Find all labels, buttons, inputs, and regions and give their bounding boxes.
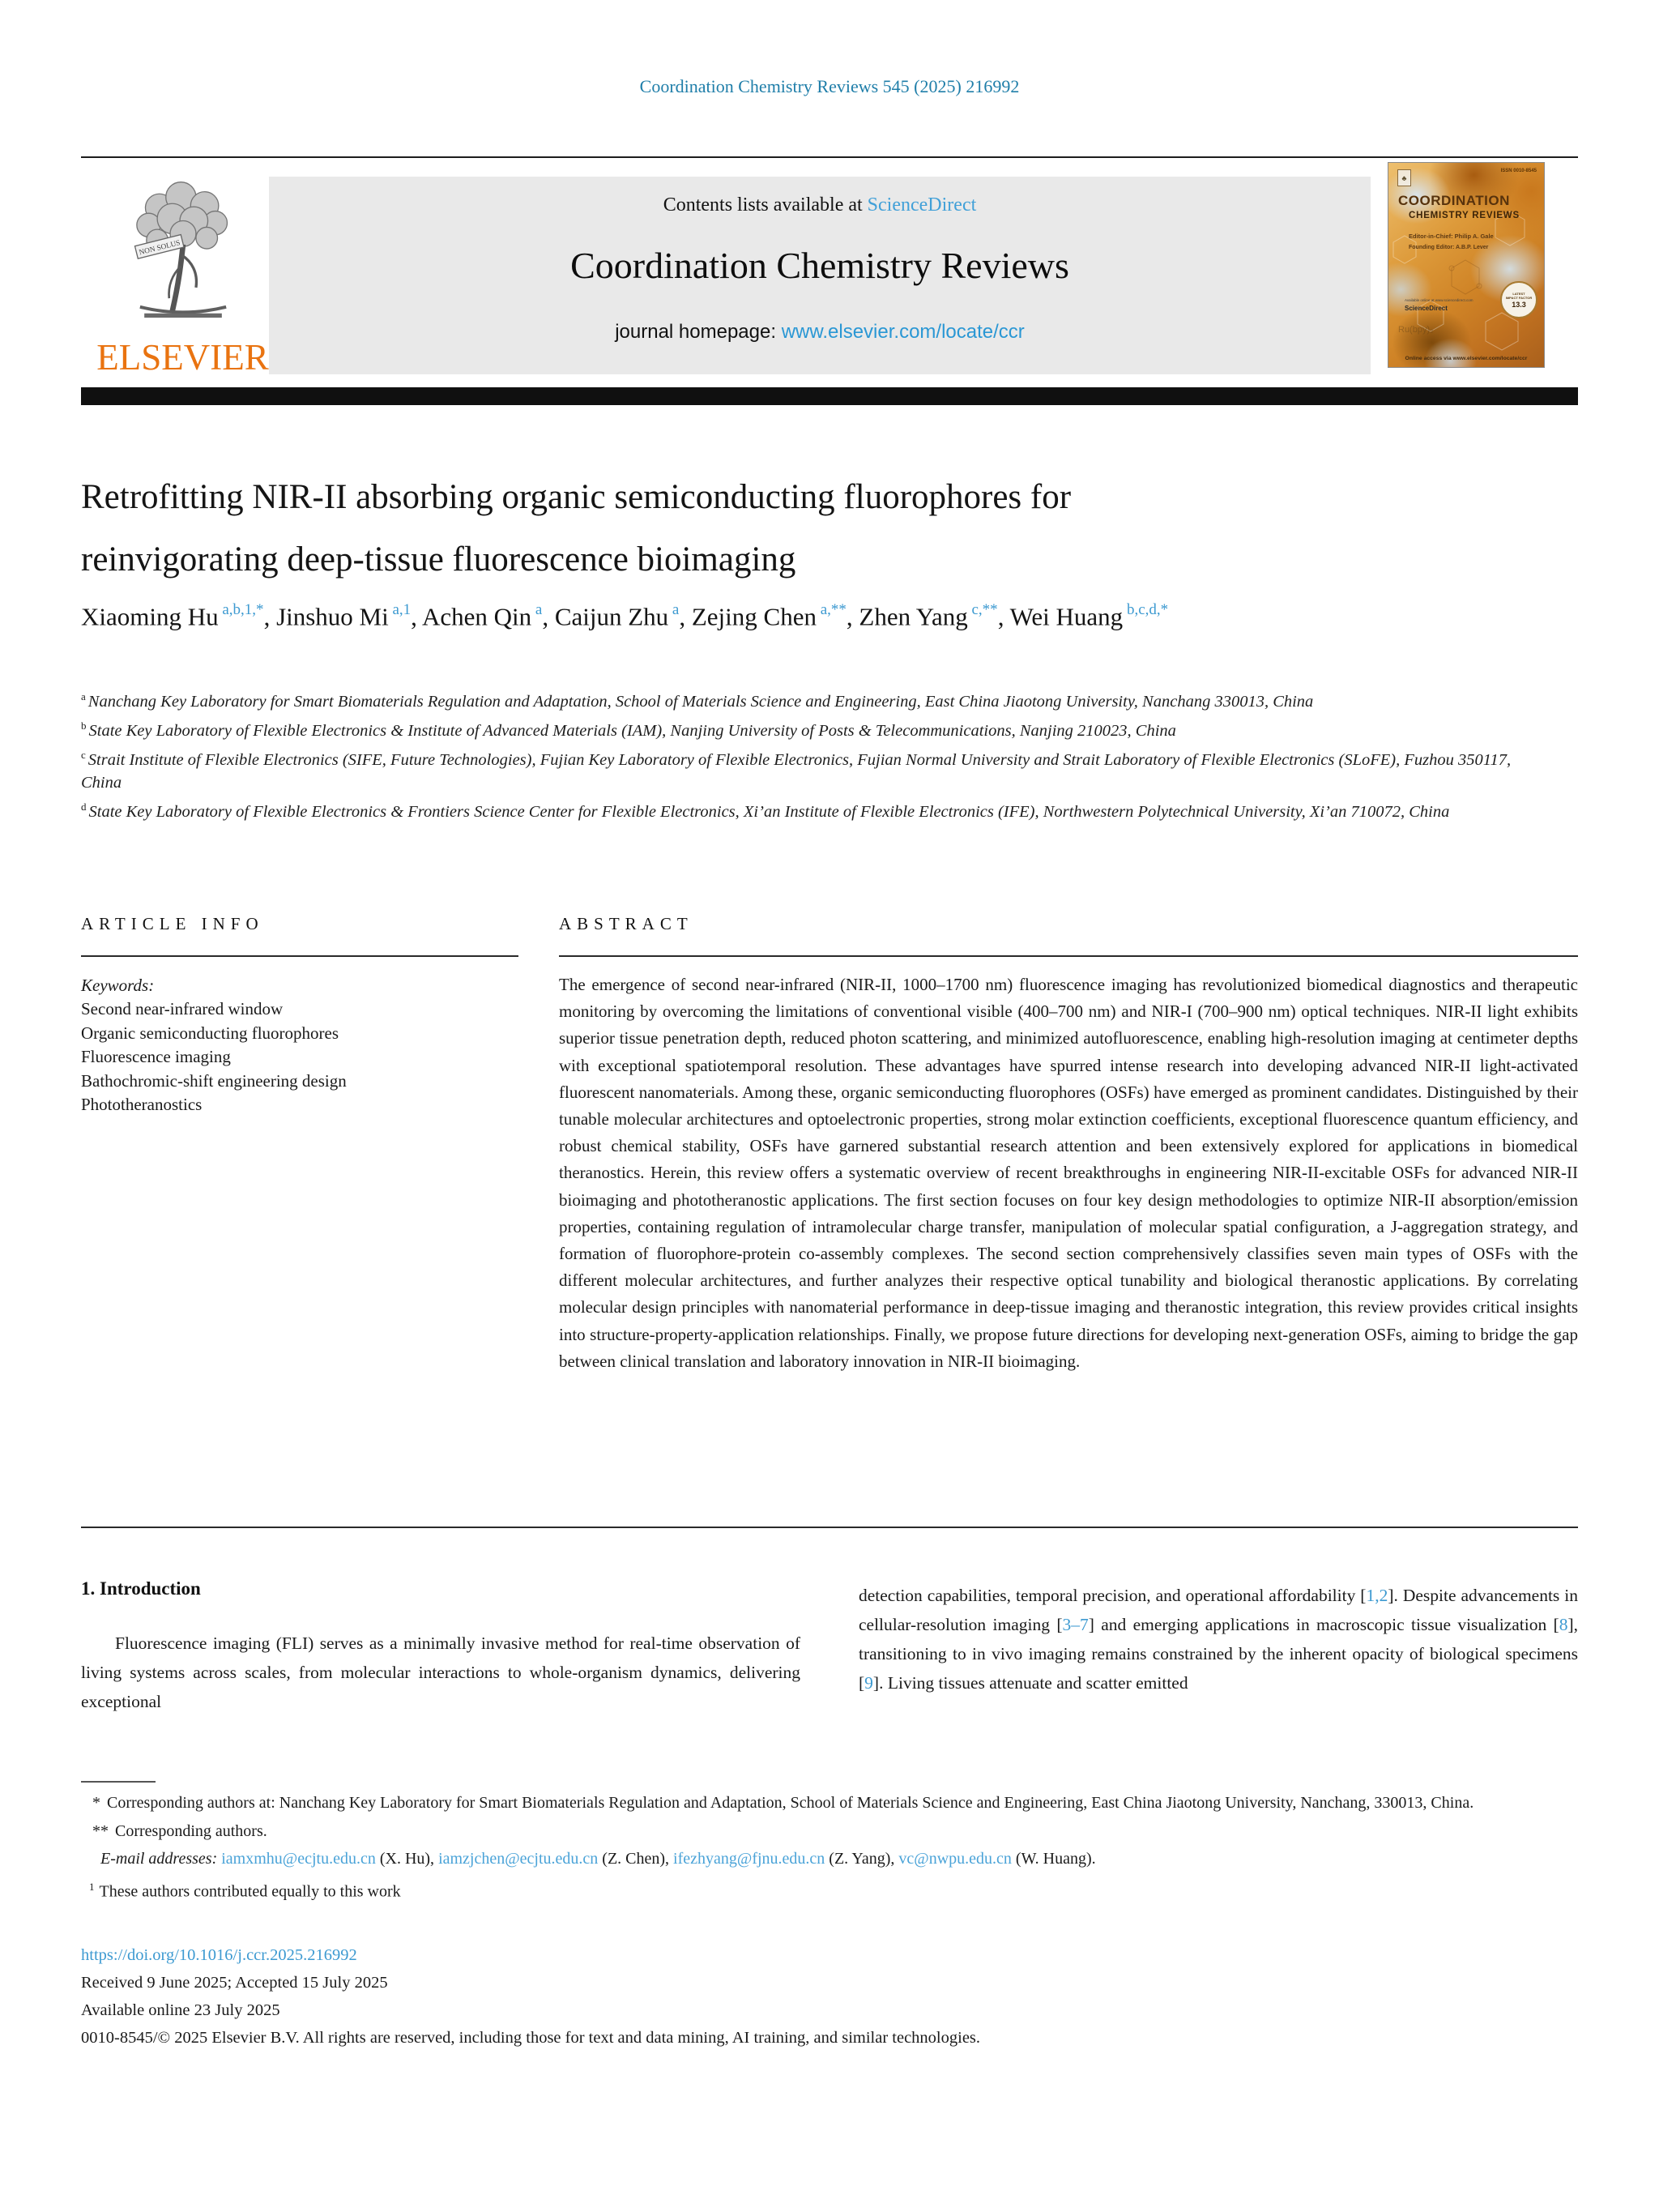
footnote-marker: 1 bbox=[89, 1880, 95, 1893]
elsevier-logo[interactable] bbox=[96, 180, 270, 378]
abstract-bottom-rule bbox=[81, 1527, 1578, 1528]
email-link[interactable]: iamxmhu@ecjtu.edu.cn bbox=[221, 1850, 376, 1868]
affiliation-item bbox=[81, 714, 1523, 743]
affiliation-letter: c bbox=[81, 748, 86, 761]
footnote-equal-contribution bbox=[81, 1873, 1578, 1906]
header-black-bar bbox=[81, 387, 1578, 405]
author-name: Jinshuo Mi bbox=[276, 602, 389, 631]
keywords-label: Keywords: bbox=[81, 976, 155, 995]
affiliation-item bbox=[81, 743, 1523, 796]
affiliation-letter: b bbox=[81, 719, 87, 732]
footnotes-block bbox=[81, 1789, 1578, 1906]
homepage-prefix: journal homepage: bbox=[615, 321, 782, 343]
elsevier-tree-icon bbox=[118, 180, 248, 331]
abstract-heading: ABSTRACT bbox=[559, 914, 693, 933]
affiliation-text: State Key Laboratory of Flexible Electronics & Frontiers Science Center for Flexible Electronics, Xi’an Institute of Flexible Electronics (IFE), Northwestern Polytechnical University, Xi’an 710072, China bbox=[88, 803, 1450, 822]
cover-watermark: Ru(bpy)₂ bbox=[1398, 325, 1434, 335]
keyword-item: Organic semiconducting fluorophores bbox=[81, 1023, 339, 1043]
author-name: Achen Qin bbox=[421, 602, 532, 631]
authors-line bbox=[81, 590, 1531, 638]
citation-link[interactable]: 1,2 bbox=[1366, 1586, 1388, 1605]
journal-header-box bbox=[269, 177, 1371, 374]
cover-title-line2: CHEMISTRY REVIEWS bbox=[1409, 211, 1520, 220]
journal-citation-link[interactable]: Coordination Chemistry Reviews 545 (2025) 216992 bbox=[639, 76, 1020, 96]
article-title-line2: reinvigorating deep-tissue fluorescence bioimaging bbox=[81, 540, 796, 579]
contents-prefix: Contents lists available at bbox=[663, 194, 868, 216]
author-affiliation-sup[interactable]: a bbox=[668, 601, 680, 618]
affiliation-item bbox=[81, 685, 1523, 714]
doi-link[interactable]: https://doi.org/10.1016/j.ccr.2025.216992 bbox=[81, 1946, 357, 1964]
email-link[interactable]: vc@nwpu.edu.cn bbox=[898, 1850, 1012, 1868]
introduction-heading: 1. Introduction bbox=[81, 1578, 201, 1599]
email-link[interactable]: iamzjchen@ecjtu.edu.cn bbox=[438, 1850, 599, 1868]
elsevier-wordmark: ELSEVIER bbox=[96, 337, 269, 378]
article-info-column bbox=[81, 914, 518, 1117]
footnote-text: Corresponding authors at: Nanchang Key Laboratory for Smart Biomaterials Regulation and Adaptation, School of Materials Science and Engineering, East China Jiaotong University, Nanchang, 330013, China. bbox=[107, 1794, 1474, 1812]
introduction-left-column bbox=[81, 1578, 800, 1716]
keyword-item: Second near-infrared window bbox=[81, 999, 284, 1018]
available-online-line: Available online 23 July 2025 bbox=[81, 2001, 280, 2019]
footnote-marker: ** bbox=[92, 1821, 109, 1840]
author-name: Xiaoming Hu bbox=[81, 602, 219, 631]
author-name: Zhen Yang bbox=[859, 602, 968, 631]
citation-link[interactable]: 8 bbox=[1559, 1615, 1568, 1634]
body-text: ], transitioning to in vivo imaging remains constrained by the inherent opacity of biological specimens [ bbox=[859, 1615, 1578, 1693]
author-name: Caijun Zhu bbox=[554, 602, 669, 631]
badge-value: 13.3 bbox=[1512, 300, 1526, 309]
cover-impact-factor-badge bbox=[1500, 281, 1537, 318]
author-separator: , bbox=[997, 602, 1010, 631]
author-separator: , bbox=[411, 602, 422, 631]
cover-sciencedirect-logo: ScienceDirect bbox=[1405, 305, 1448, 312]
affiliation-text: State Key Laboratory of Flexible Electronics & Institute of Advanced Materials (IAM), Nanjing University of Posts & Telecommunications, Nanjing 210023, China bbox=[88, 721, 1176, 740]
email-owner: (Z. Yang), bbox=[825, 1850, 899, 1868]
affiliation-text: Strait Institute of Flexible Electronics (SIFE, Future Technologies), Fujian Key Laboratory of Flexible Electronics, Fujian Normal University and Strait Laboratory of Flexible Electronics (SLoFE), Fuzhou 350117, China bbox=[81, 750, 1512, 792]
author-affiliation-sup[interactable]: a,1 bbox=[388, 601, 412, 618]
author-affiliation-sup[interactable]: c,** bbox=[967, 601, 998, 618]
received-accepted-line: Received 9 June 2025; Accepted 15 July 2025 bbox=[81, 1974, 388, 1992]
introduction-right-column bbox=[859, 1581, 1578, 1697]
body-text: ]. Living tissues attenuate and scatter emitted bbox=[872, 1673, 1188, 1693]
article-title bbox=[81, 466, 1491, 591]
badge-impact-factor: IMPACT FACTOR bbox=[1505, 295, 1533, 300]
affiliation-letter: a bbox=[81, 690, 86, 702]
cover-elsevier-mini-logo: ♣ bbox=[1397, 169, 1411, 186]
affiliations-block bbox=[81, 685, 1523, 824]
abstract-text: The emergence of second near-infrared (NIR-II, 1000–1700 nm) fluorescence imaging has revolutionized biomedical diagnostics and therapeutic monitoring by overcoming the limitations of conventional visible (400–700 nm) and NIR-I (700–900 nm) optical techniques. NIR-II light exhibits superior tissue penetration depth, reduced photon scattering, and minimized autofluorescence, enabling high-resolution imaging at centimeter depths with exceptional spatiotemporal resolution. These advantages have spurred intense research into developing advanced NIR-II light-activated fluorescent nanomaterials. Among these, organic semiconducting fluorophores (OSFs) have emerged as prominent candidates. Distinguished by their tunable molecular architectures and optoelectronic properties, strong molar extinction coefficients, exceptional fluorescence quantum efficiency, and robust chemical stability, OSFs have garnered substantial research attention and been extensively explored for applications in biomedical theranostics. Herein, this review offers a systematic overview of recent breakthroughs in engineering NIR-II-excitable OSFs for advanced NIR-II bioimaging and phototheranostic applications. The first section focuses on four key design methodologies to optimize NIR-II absorption/emission properties, containing regulation of intramolecular charge transfer, manipulation of molecular spatial configuration, a J-aggregation strategy, and formation of fluorophore-protein co-assembly complexes. The second section comprehensively classifies seven main types of OSFs with the different molecular architectures, and further analyzes their respective optical tunability and biological theranostic applications. By correlating molecular design principles with nanomaterial performance in deep-tissue imaging and theranostic integration, this review provides critical insights into structure-property-application relationships. Finally, we propose future directions for developing next-generation OSFs, aiming to bridge the gap between clinical translation and laboratory innovation in NIR-II bioimaging. bbox=[559, 975, 1578, 1371]
email-owner: (W. Huang). bbox=[1011, 1850, 1096, 1868]
footnote-corresponding-star bbox=[81, 1789, 1578, 1817]
affiliation-letter: d bbox=[81, 801, 87, 813]
homepage-link[interactable]: www.elsevier.com/locate/ccr bbox=[781, 321, 1025, 343]
author-name: Zejing Chen bbox=[691, 602, 817, 631]
cover-sciencedirect-url: Available online at www.sciencedirect.com bbox=[1405, 298, 1473, 302]
footnote-marker: * bbox=[92, 1794, 100, 1812]
introduction-paragraph-left: Fluorescence imaging (FLI) serves as a minimally invasive method for real-time observation of living systems across scales, from molecular interactions to whole-organism dynamics, delivering exceptional bbox=[81, 1633, 800, 1711]
footnote-text: These authors contributed equally to this work bbox=[99, 1882, 401, 1901]
author-separator: , bbox=[263, 602, 277, 631]
abstract-column bbox=[559, 914, 1578, 1375]
footnote-rule bbox=[81, 1781, 156, 1783]
journal-cover-thumbnail[interactable] bbox=[1388, 162, 1545, 368]
abstract-rule bbox=[559, 955, 1578, 957]
article-title-line1: Retrofitting NIR-II absorbing organic semiconducting fluorophores for bbox=[81, 478, 1072, 516]
cover-access-line: Online access via www.elsevier.com/locate/ccr bbox=[1405, 356, 1528, 361]
author-separator: , bbox=[542, 602, 555, 631]
body-text: ] and emerging applications in macroscopic tissue visualization [ bbox=[1088, 1615, 1559, 1634]
author-name: Wei Huang bbox=[1009, 602, 1124, 631]
author-affiliation-sup[interactable]: a,b,1,* bbox=[218, 601, 264, 618]
email-link[interactable]: ifezhyang@fjnu.edu.cn bbox=[673, 1850, 825, 1868]
footnote-text: Corresponding authors. bbox=[115, 1821, 267, 1840]
author-affiliation-sup[interactable]: a bbox=[531, 601, 543, 618]
citation-link[interactable]: 9 bbox=[864, 1673, 873, 1693]
affiliation-item bbox=[81, 795, 1523, 824]
keyword-item: Fluorescence imaging bbox=[81, 1047, 231, 1066]
affiliation-text: Nanchang Key Laboratory for Smart Biomaterials Regulation and Adaptation, School of Materials Science and Engineering, East China Jiaotong University, Nanchang 330013, China bbox=[87, 692, 1314, 711]
author-separator: , bbox=[679, 602, 692, 631]
email-owner: (X. Hu), bbox=[375, 1850, 439, 1868]
body-text: detection capabilities, temporal precision, and operational affordability [ bbox=[859, 1586, 1367, 1605]
article-meta-block bbox=[81, 1941, 1578, 2052]
author-separator: , bbox=[846, 602, 859, 631]
journal-title: Coordination Chemistry Reviews bbox=[570, 245, 1069, 286]
sciencedirect-link[interactable]: ScienceDirect bbox=[867, 194, 977, 216]
author-affiliation-sup[interactable]: b,c,d,* bbox=[1123, 601, 1169, 618]
homepage-line bbox=[269, 321, 1371, 344]
article-info-heading: ARTICLE INFO bbox=[81, 914, 264, 933]
header-top-rule bbox=[81, 156, 1578, 158]
body-text: ]. Despite advancements in cellular-resolution imaging [ bbox=[859, 1586, 1578, 1634]
copyright-line: 0010-8545/© 2025 Elsevier B.V. All rights are reserved, including those for text and data mining, AI training, and similar technologies. bbox=[81, 2029, 981, 2047]
cover-founding-editor: Founding Editor: A.B.P. Lever bbox=[1409, 245, 1489, 250]
footnote-corresponding-double-star bbox=[81, 1817, 1578, 1846]
cover-title-line1: COORDINATION bbox=[1398, 193, 1510, 208]
citation-link[interactable]: 3–7 bbox=[1062, 1615, 1089, 1634]
keyword-item: Phototheranostics bbox=[81, 1095, 203, 1114]
non-solus-banner: NON SOLUS bbox=[138, 239, 181, 258]
badge-latest: LATEST bbox=[1512, 291, 1525, 296]
cover-editor-in-chief: Editor-in-Chief: Philip A. Gale bbox=[1409, 233, 1494, 240]
email-addresses-label: E-mail addresses: bbox=[100, 1850, 218, 1868]
author-affiliation-sup[interactable]: a,** bbox=[816, 601, 847, 618]
contents-line bbox=[269, 194, 1371, 216]
email-owner: (Z. Chen), bbox=[598, 1850, 674, 1868]
footnote-emails bbox=[81, 1845, 1578, 1873]
keyword-item: Bathochromic-shift engineering design bbox=[81, 1070, 347, 1091]
cover-issn: ISSN 0010-8545 bbox=[1500, 169, 1537, 173]
article-info-rule bbox=[81, 955, 518, 957]
